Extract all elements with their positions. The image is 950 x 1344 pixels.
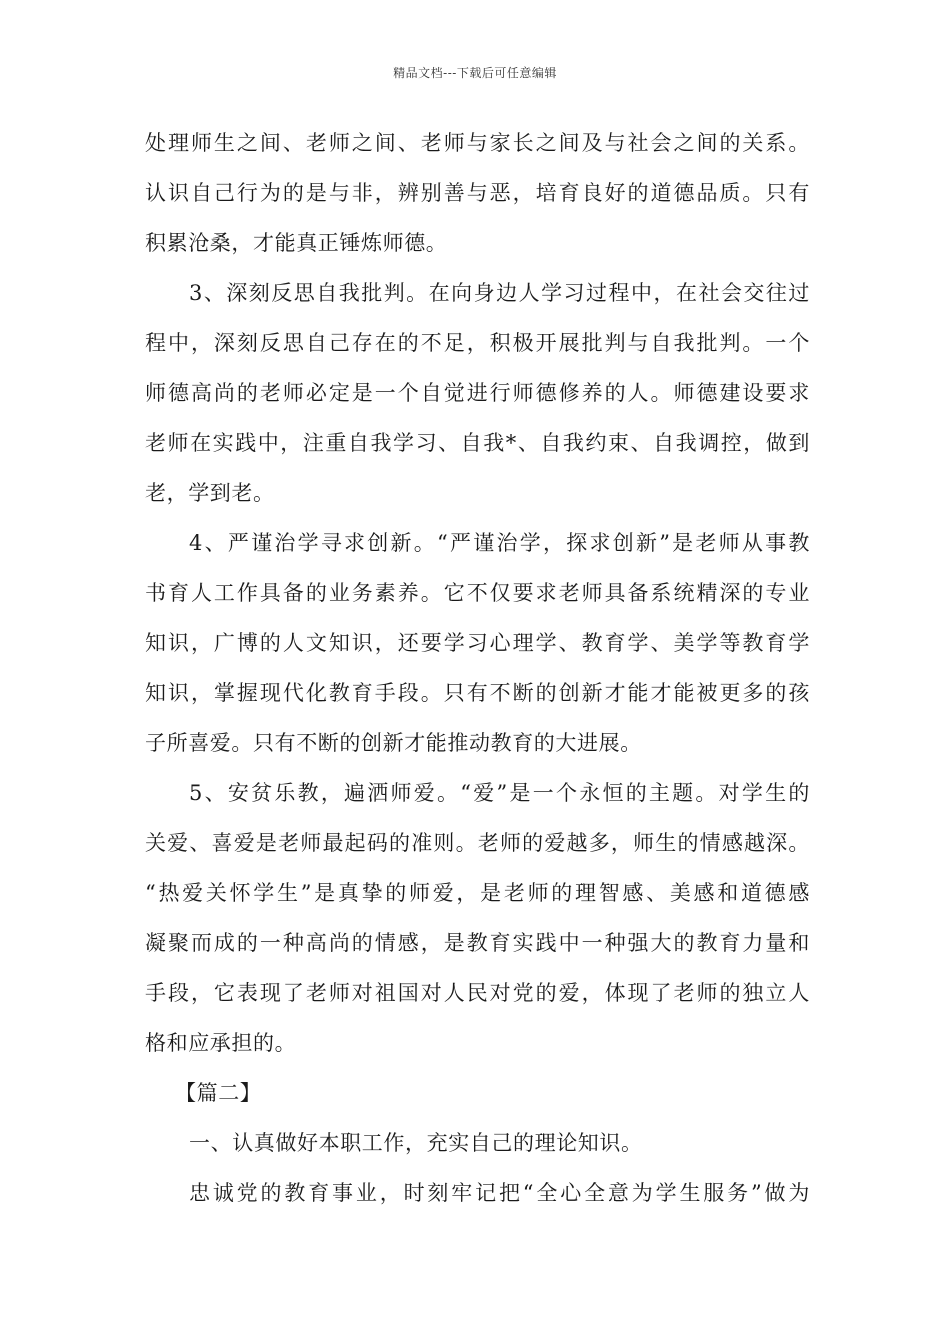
text-line: 格和应承担的。 (145, 1031, 297, 1055)
paragraph (145, 518, 810, 768)
text-line: 知识，广博的人文知识，还要学习心理学、教育学、美学等教育学 (145, 631, 810, 655)
text-line: 书育人工作具备的业务素养。它不仅要求老师具备系统精深的专业 (145, 581, 810, 605)
text-line: 一、认真做好本职工作，充实自己的理论知识。 (189, 1131, 643, 1155)
text-line: 处理师生之间、老师之间、老师与家长之间及与社会之间的关系。 (145, 131, 810, 155)
page-header: 精品文档---下载后可任意编辑 (393, 66, 557, 80)
paragraph (145, 1118, 810, 1168)
paragraph (145, 268, 810, 518)
text-line: 手段，它表现了老师对祖国对人民对党的爱，体现了老师的独立人 (145, 981, 810, 1005)
text-line: 子所喜爱。只有不断的创新才能推动教育的大进展。 (145, 731, 642, 755)
text-line: 师德高尚的老师必定是一个自觉进行师德修养的人。师德建设要求 (145, 381, 810, 405)
text-line: 忠诚党的教育事业，时刻牢记把“全心全意为学生服务”做为 (189, 1181, 810, 1205)
text-line: 积累沧桑，才能真正锤炼师德。 (145, 231, 448, 255)
text-line: 老师在实践中，注重自我学习、自我*、自我约束、自我调控，做到 (145, 431, 810, 455)
text-line: 5、安贫乐教，遍洒师爱。“爱”是一个永恒的主题。对学生的 (189, 781, 810, 805)
paragraph (145, 118, 810, 268)
document-body (145, 118, 810, 1218)
paragraph (145, 768, 810, 1068)
text-line: 4、严谨治学寻求创新。“严谨治学，探求创新”是老师从事教 (189, 531, 810, 555)
section-heading-text: 【篇二】 (175, 1081, 262, 1105)
text-line: 关爱、喜爱是老师最起码的准则。老师的爱越多，师生的情感越深。 (145, 831, 810, 855)
paragraph (145, 1168, 810, 1218)
text-line: 认识自己行为的是与非，辨别善与恶，培育良好的道德品质。只有 (145, 181, 810, 205)
text-line: 凝聚而成的一种高尚的情感，是教育实践中一种强大的教育力量和 (145, 931, 810, 955)
text-line: 老，学到老。 (145, 481, 275, 505)
text-line: “热爱关怀学生”是真挚的师爱，是老师的理智感、美感和道德感 (145, 881, 810, 905)
section-heading (145, 1068, 810, 1118)
text-line: 知识，掌握现代化教育手段。只有不断的创新才能才能被更多的孩 (145, 681, 810, 705)
text-line: 3、深刻反思自我批判。在向身边人学习过程中，在社会交往过 (189, 281, 810, 305)
text-line: 程中，深刻反思自己存在的不足，积极开展批判与自我批判。一个 (145, 331, 810, 355)
